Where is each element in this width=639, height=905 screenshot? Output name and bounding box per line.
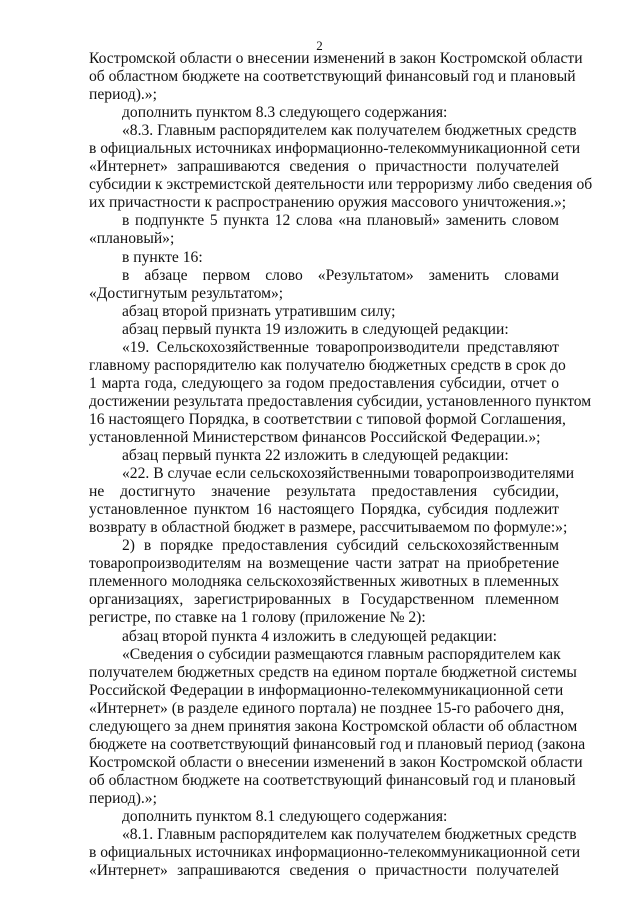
text-line: товаропроизводителям на возмещение части затрат на приобретение [89, 555, 559, 573]
text-line: абзац первый пункта 19 изложить в следующей редакции: [122, 320, 509, 338]
text-line: бюджете на соответствующий финансовый год и плановый период (закона [89, 735, 586, 753]
text-line: в подпункте 5 пункта 12 слова «на плановый» заменить словом [122, 212, 559, 230]
text-line: «Интернет» запрашиваются сведения о причастности получателей [89, 158, 559, 176]
text-line: 2) в порядке предоставления субсидий сельскохозяйственным [122, 537, 559, 555]
text-line: «8.3. Главным распорядителем как получателем бюджетных средств [122, 122, 577, 140]
text-line: организациях, зарегистрированных в Государственном племенном [89, 591, 559, 609]
text-line: установленной Министерством финансов Российской Федерации.»; [89, 428, 541, 446]
text-line: достижении результата предоставления субсидии, установленного пунктом [89, 392, 592, 410]
text-line: дополнить пунктом 8.1 следующего содержания: [122, 807, 448, 825]
text-line: «Интернет» запрашиваются сведения о причастности получателей [89, 862, 559, 880]
text-line: в официальных источниках информационно-телекоммуникационной сети [89, 140, 581, 158]
text-line: «плановый»; [89, 230, 175, 248]
document-body [89, 50, 593, 880]
text-line: «22. В случае если сельскохозяйственными товаропроизводителями [122, 465, 575, 483]
text-line: следующего за днем принятия закона Костромской области об областном [89, 717, 578, 735]
text-line: об областном бюджете на соответствующий финансовый год и плановый [89, 771, 576, 789]
text-line: «8.1. Главным распорядителем как получателем бюджетных средств [122, 826, 577, 844]
page-number: 2 [316, 38, 323, 53]
text-line: главному распорядителю как получателю бюджетных средств в срок до [89, 356, 566, 374]
text-line: период).»; [89, 789, 157, 807]
text-line: в абзаце первом слово «Результатом» заменить словами [122, 266, 559, 284]
text-line: возврату в областной бюджет в размере, рассчитываемом по формуле:»; [89, 519, 568, 537]
text-line: их причастности к распространению оружия массового уничтожения.»; [89, 194, 567, 212]
text-line: дополнить пунктом 8.3 следующего содержания: [122, 104, 448, 122]
text-line: 16 настоящего Порядка, в соответствии с типовой формой Соглашения, [89, 410, 566, 428]
text-line: в пункте 16: [122, 248, 203, 266]
text-line: 1 марта года, следующего за годом предоставления субсидии, отчет о [89, 374, 559, 392]
text-line: абзац первый пункта 22 изложить в следующей редакции: [122, 447, 509, 465]
text-line: установленное пунктом 16 настоящего Порядка, субсидия подлежит [89, 501, 559, 519]
text-line: получателем бюджетных средств на едином портале бюджетной системы [89, 663, 577, 681]
text-line: об областном бюджете на соответствующий финансовый год и плановый [89, 68, 576, 86]
text-line: Российской Федерации в информационно-телекоммуникационной сети [89, 681, 564, 699]
text-line: регистре, по ставке на 1 голову (приложение № 2): [89, 609, 426, 627]
text-line: Костромской области о внесении изменений в закон Костромской области [89, 753, 583, 771]
text-line: «Достигнутым результатом»; [89, 284, 284, 302]
text-line: Костромской области о внесении изменений в закон Костромской области [89, 50, 583, 67]
text-line: абзац второй пункта 4 изложить в следующей редакции: [122, 627, 497, 645]
text-line: племенного молодняка сельскохозяйственных животных в племенных [89, 573, 559, 591]
text-line: субсидии к экстремистской деятельности или терроризму либо сведения об [89, 176, 593, 194]
text-line: «Сведения о субсидии размещаются главным распорядителем как [122, 645, 561, 663]
text-line: «19. Сельскохозяйственные товаропроизводители представляют [122, 338, 559, 356]
text-line: в официальных источниках информационно-телекоммуникационной сети [89, 844, 581, 862]
text-line: не достигнуто значение результата предоставления субсидии, [89, 483, 559, 501]
text-line: «Интернет» (в разделе единого портала) не позднее 15-го рабочего дня, [89, 699, 565, 717]
text-line: абзац второй признать утратившим силу; [122, 302, 396, 320]
text-line: период).»; [89, 86, 157, 104]
